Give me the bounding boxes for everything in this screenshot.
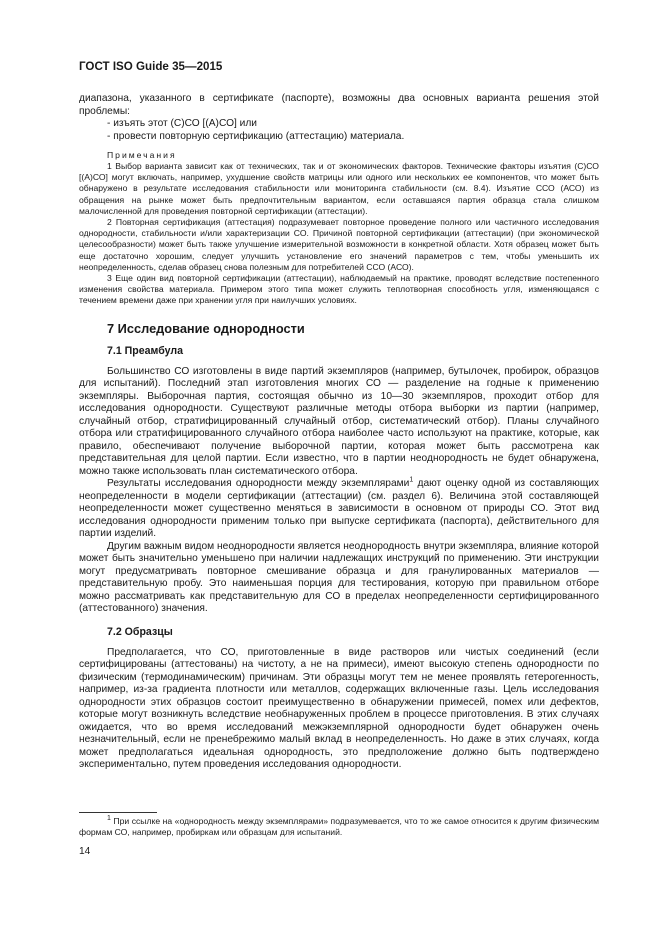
section-7-2-heading: 7.2 Образцы (107, 625, 173, 638)
section-7-1-paragraph-3: Другим важным видом неоднородности является неоднородность внутри экземпляра, влияние которой может быть значительно уменьшено при наличии надлежащих инструкций по применению. Эти инструкции могут предусматривать повторное смешивание образца и для гранулированных материалов — представительную пробу. Это наименьшая порция для тестирования, которую при правильном отборе можно рассматривать как представительную для СО в пределах неопределенности сертифицированного (аттестованного) значения. (79, 540, 599, 615)
section-7-1-paragraph-1: Большинство СО изготовлены в виде партий экземпляров (например, бутылочек, пробирок, образцов для испытаний). Последний этап изготовления многих СО — разделение на годные к применению экземпляры. Выборочная партия, состоящая обычно из 10—30 экземпляров, проходит отбор для исследования однородности. Существуют различные методы отбора выборки из партии (например, случайный отбор, стратифицированный случайный отбор, систематический отбор). Планы случайного отбора или стратифицированного случайного отбора наиболее часто используют на практике, которые, как правило, обеспечивают получение выборочной партии, которая может быть рассмотрена как представительная для целой партии. Если известно, что в партии неоднородность не будет обнаружена, можно также использовать план систематического отбора. (79, 365, 599, 477)
paragraph-2-start: Результаты исследования однородности между экземплярами (107, 478, 410, 490)
footnote (79, 816, 599, 838)
section-7-heading: 7 Исследование однородности (107, 320, 305, 336)
footnote-text: При ссылке на «однородность между экземплярами» подразумевается, что то же самое относится к другим физическим формам СО, например, пробиркам или образцам для испытаний. (79, 816, 599, 838)
option-withdraw: - изъять этот (С)СО [(А)СО] или (107, 118, 257, 129)
paragraph-2-rest: дают оценку одной из составляющих неопределенности в модели сертификации (аттестации) (см. раздел 6). Величина этой составляющей неопределенности может существенно меняться в зависимости в основном от природы СО. Этот вид исследования однородности применим только при выпуске сертификата (паспорта), действительного для партии изделий. (79, 478, 599, 540)
footnote-mark: 1 (107, 815, 111, 823)
section-7-2-paragraph-1: Предполагается, что СО, приготовленные в виде растворов или чистых соединений (если сертифицированы (аттестованы) на чистоту, а не на примеси), имеют высокую степень однородности по физическим (термодинамическим) причинам. Эти образцы могут тем не менее проявлять гетерогенность, например, из-за градиента плотности или металлов, содержащих включенные газы. Цель исследования однородности этих образцов состоит преимущественно в обнаружении примесей, помех или дефектов, которые могут возникнуть вследствие необнаруженных проблем в процессе приготовления. В этих случаях ожидается, что во время исследований межэкземплярной однородности будет обнаружен очень незначительный, если не пренебрежимо малый вклад в неопределенность. Но даже в этих случаях, когда может предполагаться идеальная однородность, это предположение должно быть подтверждено экспериментально, путем проведения исследования однородности. (79, 646, 599, 771)
section-7-1-heading: 7.1 Преамбула (107, 344, 184, 357)
page-number: 14 (79, 846, 91, 857)
option-recertify: - провести повторную сертификацию (аттестацию) материала. (107, 130, 405, 142)
note-2: 2 Повторная сертификация (аттестация) подразумевает повторное проведение полного или частичного исследования однородности, стабильности и/или характеризации СО. Причиной повторной сертификации (аттестации) (при экономической целесообразности) может быть также улучшение измерительной возможности в конкретной области. Хотя образец может быть еще достаточно хорошим, следует улучшить установление его значений параметров с тем, чтобы уменьшить их неопределенность, сделав образец снова полезным для потребителей ССО (АСО). (79, 217, 599, 272)
note-1: 1 Выбор варианта зависит как от технических, так и от экономических факторов. Технические факторы изъятия (С)СО [(А)СО] могут включать, например, ухудшение свойств матрицы или одного или нескольких ее компонентов, что может быть обнаружено в результате исследования стабильности или мониторинга стабильности (см. 8.4). Изъятие ССО (АСО) из обращения на рынке может быть предпочтительным вариантом, если оставшаяся партия образца стала слишком малочисленной для проведения повторной сертификации (аттестации). (79, 161, 599, 216)
footnote-divider (79, 812, 157, 813)
document-header: ГОСТ ISO Guide 35—2015 (79, 60, 223, 73)
page-content (79, 93, 599, 772)
section-7-1-paragraph-2 (79, 478, 599, 541)
note-3: 3 Еще один вид повторной сертификации (аттестации), наблюдаемый на практике, проводят вследствие постепенного изменения свойства материала. Примером этого типа может служить теплотворная способность угля, изменяющаяся с течением времени даже при хранении угля при наилучших условиях. (79, 273, 599, 306)
footnote-reference[interactable]: 1 (409, 476, 414, 484)
notes-heading: Примечания (107, 150, 177, 160)
intro-paragraph: диапазона, указанного в сертификате (паспорте), возможны два основных варианта решения этой проблемы: (79, 93, 599, 117)
